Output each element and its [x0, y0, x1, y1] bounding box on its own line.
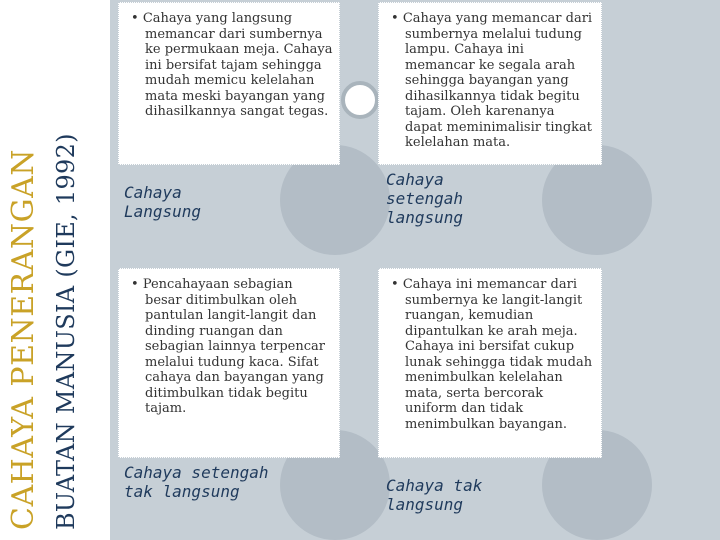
card-cahaya-langsung [118, 2, 340, 165]
title-line-1: CAHAYA PENERANGAN [6, 148, 41, 530]
card-cahaya-setengah-langsung [378, 2, 602, 165]
card-cahaya-tak-langsung [378, 268, 602, 458]
card-cahaya-setengah-tak-langsung [118, 268, 340, 458]
description-cahaya-setengah-tak-langsung: • Pencahayaan sebagian besar ditimbulkan oleh pantulan langit-langit dan dinding ruangan dan sebagian lainnya terpencar melalui tudung kaca. Sifat cahaya dan bayangan yang ditimbulkan tidak begitu tajam. [125, 277, 333, 417]
center-ring [341, 81, 379, 119]
label-cahaya-setengah-langsung: Cahaya setengah langsung [386, 170, 464, 227]
description-cahaya-langsung: • Cahaya yang langsung memancar dari sumbernya ke permukaan meja. Cahaya ini bersifat tajam sehingga mudah memicu kelelahan mata meski bayangan yang dihasilkannya sangat tegas. [125, 11, 333, 120]
title-line-2: BUATAN MANUSIA (GIE, 1992) [52, 133, 80, 530]
label-cahaya-langsung: Cahaya Langsung [124, 183, 202, 221]
label-cahaya-setengah-tak-langsung: Cahaya setengah tak langsung [124, 463, 269, 501]
label-cahaya-tak-langsung: Cahaya tak langsung [386, 476, 483, 514]
description-cahaya-tak-langsung: • Cahaya ini memancar dari sumbernya ke langit-langit ruangan, kemudian dipantulkan ke arah meja. Cahaya ini bersifat cukup lunak sehingga tidak mudah menimbulkan kelelahan mata, serta bercorak uniform dan tidak menimbulkan bayangan. [385, 277, 595, 432]
description-cahaya-setengah-langsung: • Cahaya yang memancar dari sumbernya melalui tudung lampu. Cahaya ini memancar ke segala arah sehingga bayangan yang dihasilkannya tidak begitu tajam. Oleh karenanya dapat meminimalisir tingkat kelelahan mata. [385, 11, 595, 151]
vertical-title [0, 0, 110, 540]
